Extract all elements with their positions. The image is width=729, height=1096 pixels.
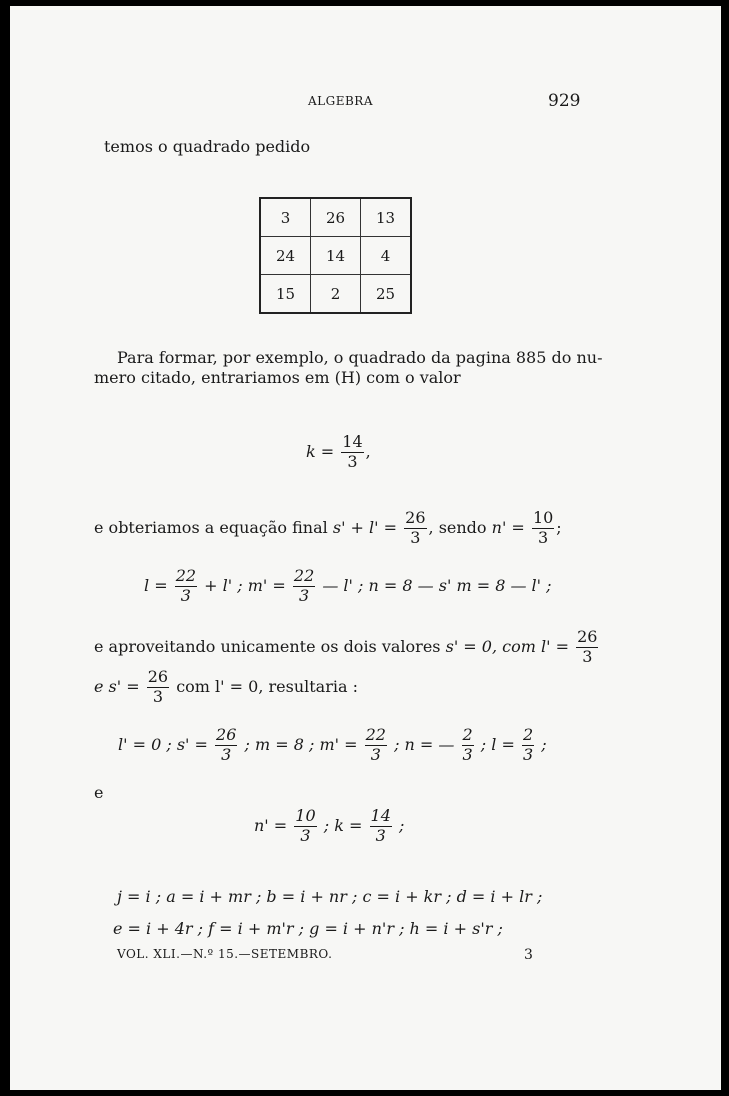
table-row bbox=[260, 237, 411, 275]
book-page bbox=[10, 6, 721, 1090]
equation-part: ; m = 8 ; m' = bbox=[244, 734, 358, 754]
fraction bbox=[370, 808, 392, 845]
table-cell: 3 bbox=[260, 198, 311, 237]
equation-text: com l' = 0, resultaria : bbox=[176, 676, 358, 696]
denominator: 3 bbox=[582, 646, 593, 666]
numerator: 26 bbox=[147, 667, 169, 686]
equation-final bbox=[94, 510, 562, 547]
numerator: 10 bbox=[532, 508, 554, 527]
table-cell: 26 bbox=[311, 198, 361, 237]
denominator: 3 bbox=[347, 451, 358, 471]
fraction bbox=[341, 434, 363, 471]
numerator: 14 bbox=[342, 432, 363, 451]
table-cell: 4 bbox=[361, 237, 412, 275]
fraction bbox=[293, 568, 315, 605]
numerator: 22 bbox=[175, 566, 197, 585]
denominator: 3 bbox=[522, 744, 534, 764]
footer-signature: VOL. XLI.—N.º 15.—SETEMBRO. bbox=[117, 947, 333, 961]
numerator: 2 bbox=[462, 725, 473, 744]
equation-part: ; bbox=[398, 815, 405, 835]
equation-e: e = i + 4r ; f = i + m'r ; g = i + n'r ; h = i + s'r ; bbox=[113, 919, 503, 938]
table-row bbox=[260, 275, 411, 314]
table-cell: 2 bbox=[311, 275, 361, 314]
equation-s bbox=[94, 669, 358, 706]
fraction bbox=[365, 727, 387, 764]
denominator: 3 bbox=[298, 585, 310, 605]
equation-aproveitando bbox=[94, 629, 600, 666]
denominator: 3 bbox=[375, 825, 386, 845]
equation-result bbox=[118, 727, 547, 764]
numerator: 26 bbox=[577, 627, 598, 646]
equation-part: e s' = bbox=[94, 676, 140, 696]
paragraph-line-2: mero citado, entrariamos em (H) com o valor bbox=[94, 368, 461, 387]
equation-punct: , bbox=[365, 441, 371, 461]
equation-part: n' = bbox=[254, 815, 288, 835]
equation-part: ; l = bbox=[480, 734, 515, 754]
equation-j: j = i ; a = i + mr ; b = i + nr ; c = i + kr ; d = i + lr ; bbox=[117, 887, 543, 906]
equation-part: — l' ; n = 8 — s' m = 8 — l' ; bbox=[322, 575, 552, 595]
numerator: 10 bbox=[295, 806, 316, 825]
equation-punct: ; bbox=[556, 517, 562, 537]
running-header-title: ALGEBRA bbox=[308, 94, 373, 108]
equation-part: + l' ; m' = bbox=[204, 575, 286, 595]
denominator: 3 bbox=[152, 686, 164, 706]
equation-n bbox=[254, 808, 404, 845]
fraction bbox=[215, 727, 237, 764]
footer-sheet-number: 3 bbox=[524, 947, 534, 963]
numerator: 14 bbox=[370, 806, 391, 825]
table-row bbox=[260, 198, 411, 237]
denominator: 3 bbox=[180, 585, 191, 605]
numerator: 26 bbox=[405, 508, 426, 527]
magic-square-table bbox=[259, 197, 412, 314]
fraction bbox=[522, 727, 534, 764]
table-cell: 13 bbox=[361, 198, 412, 237]
equation-part: ; n = — bbox=[394, 734, 455, 754]
denominator: 3 bbox=[370, 744, 381, 764]
fraction bbox=[147, 669, 169, 706]
table-cell: 14 bbox=[311, 237, 361, 275]
fraction bbox=[404, 510, 426, 547]
fraction bbox=[462, 727, 474, 764]
equation-part: l = bbox=[144, 575, 168, 595]
paragraph-line-1: Para formar, por exemplo, o quadrado da pagina 885 do nu- bbox=[117, 348, 603, 367]
denominator: 3 bbox=[538, 527, 549, 547]
equation-l bbox=[144, 568, 552, 605]
numerator: 2 bbox=[522, 725, 534, 744]
equation-part: ; k = bbox=[323, 815, 363, 835]
page-number: 929 bbox=[548, 91, 581, 111]
equation-part: ; bbox=[541, 734, 547, 754]
numerator: 22 bbox=[293, 566, 315, 585]
equation-k: k = $\frac{14}{3}$ , bbox=[306, 432, 371, 471]
numerator: 26 bbox=[216, 725, 237, 744]
equation-text: e obteriamos a equação final bbox=[94, 517, 328, 537]
numerator: 22 bbox=[365, 725, 386, 744]
denominator: 3 bbox=[221, 744, 232, 764]
table-cell: 24 bbox=[260, 237, 311, 275]
table-cell: 15 bbox=[260, 275, 311, 314]
denominator: 3 bbox=[410, 527, 421, 547]
equation-part: l' = 0 ; s' = bbox=[118, 734, 208, 754]
equation-var: n' = bbox=[491, 517, 525, 537]
equation-text: e aproveitando unicamente os dois valores bbox=[94, 636, 441, 656]
equation-part: s' = 0, com l' = bbox=[445, 636, 570, 656]
conjunction-e: e bbox=[94, 783, 104, 802]
intro-text: temos o quadrado pedido bbox=[104, 137, 311, 156]
fraction bbox=[294, 808, 316, 845]
equation-text: , sendo bbox=[428, 517, 487, 537]
fraction bbox=[576, 629, 598, 666]
table-cell: 25 bbox=[361, 275, 412, 314]
fraction bbox=[175, 568, 197, 605]
denominator: 3 bbox=[462, 744, 473, 764]
fraction bbox=[532, 510, 554, 547]
denominator: 3 bbox=[300, 825, 311, 845]
equation-lhs: s' + l' = bbox=[332, 517, 398, 537]
equation-lhs: k bbox=[306, 441, 316, 461]
